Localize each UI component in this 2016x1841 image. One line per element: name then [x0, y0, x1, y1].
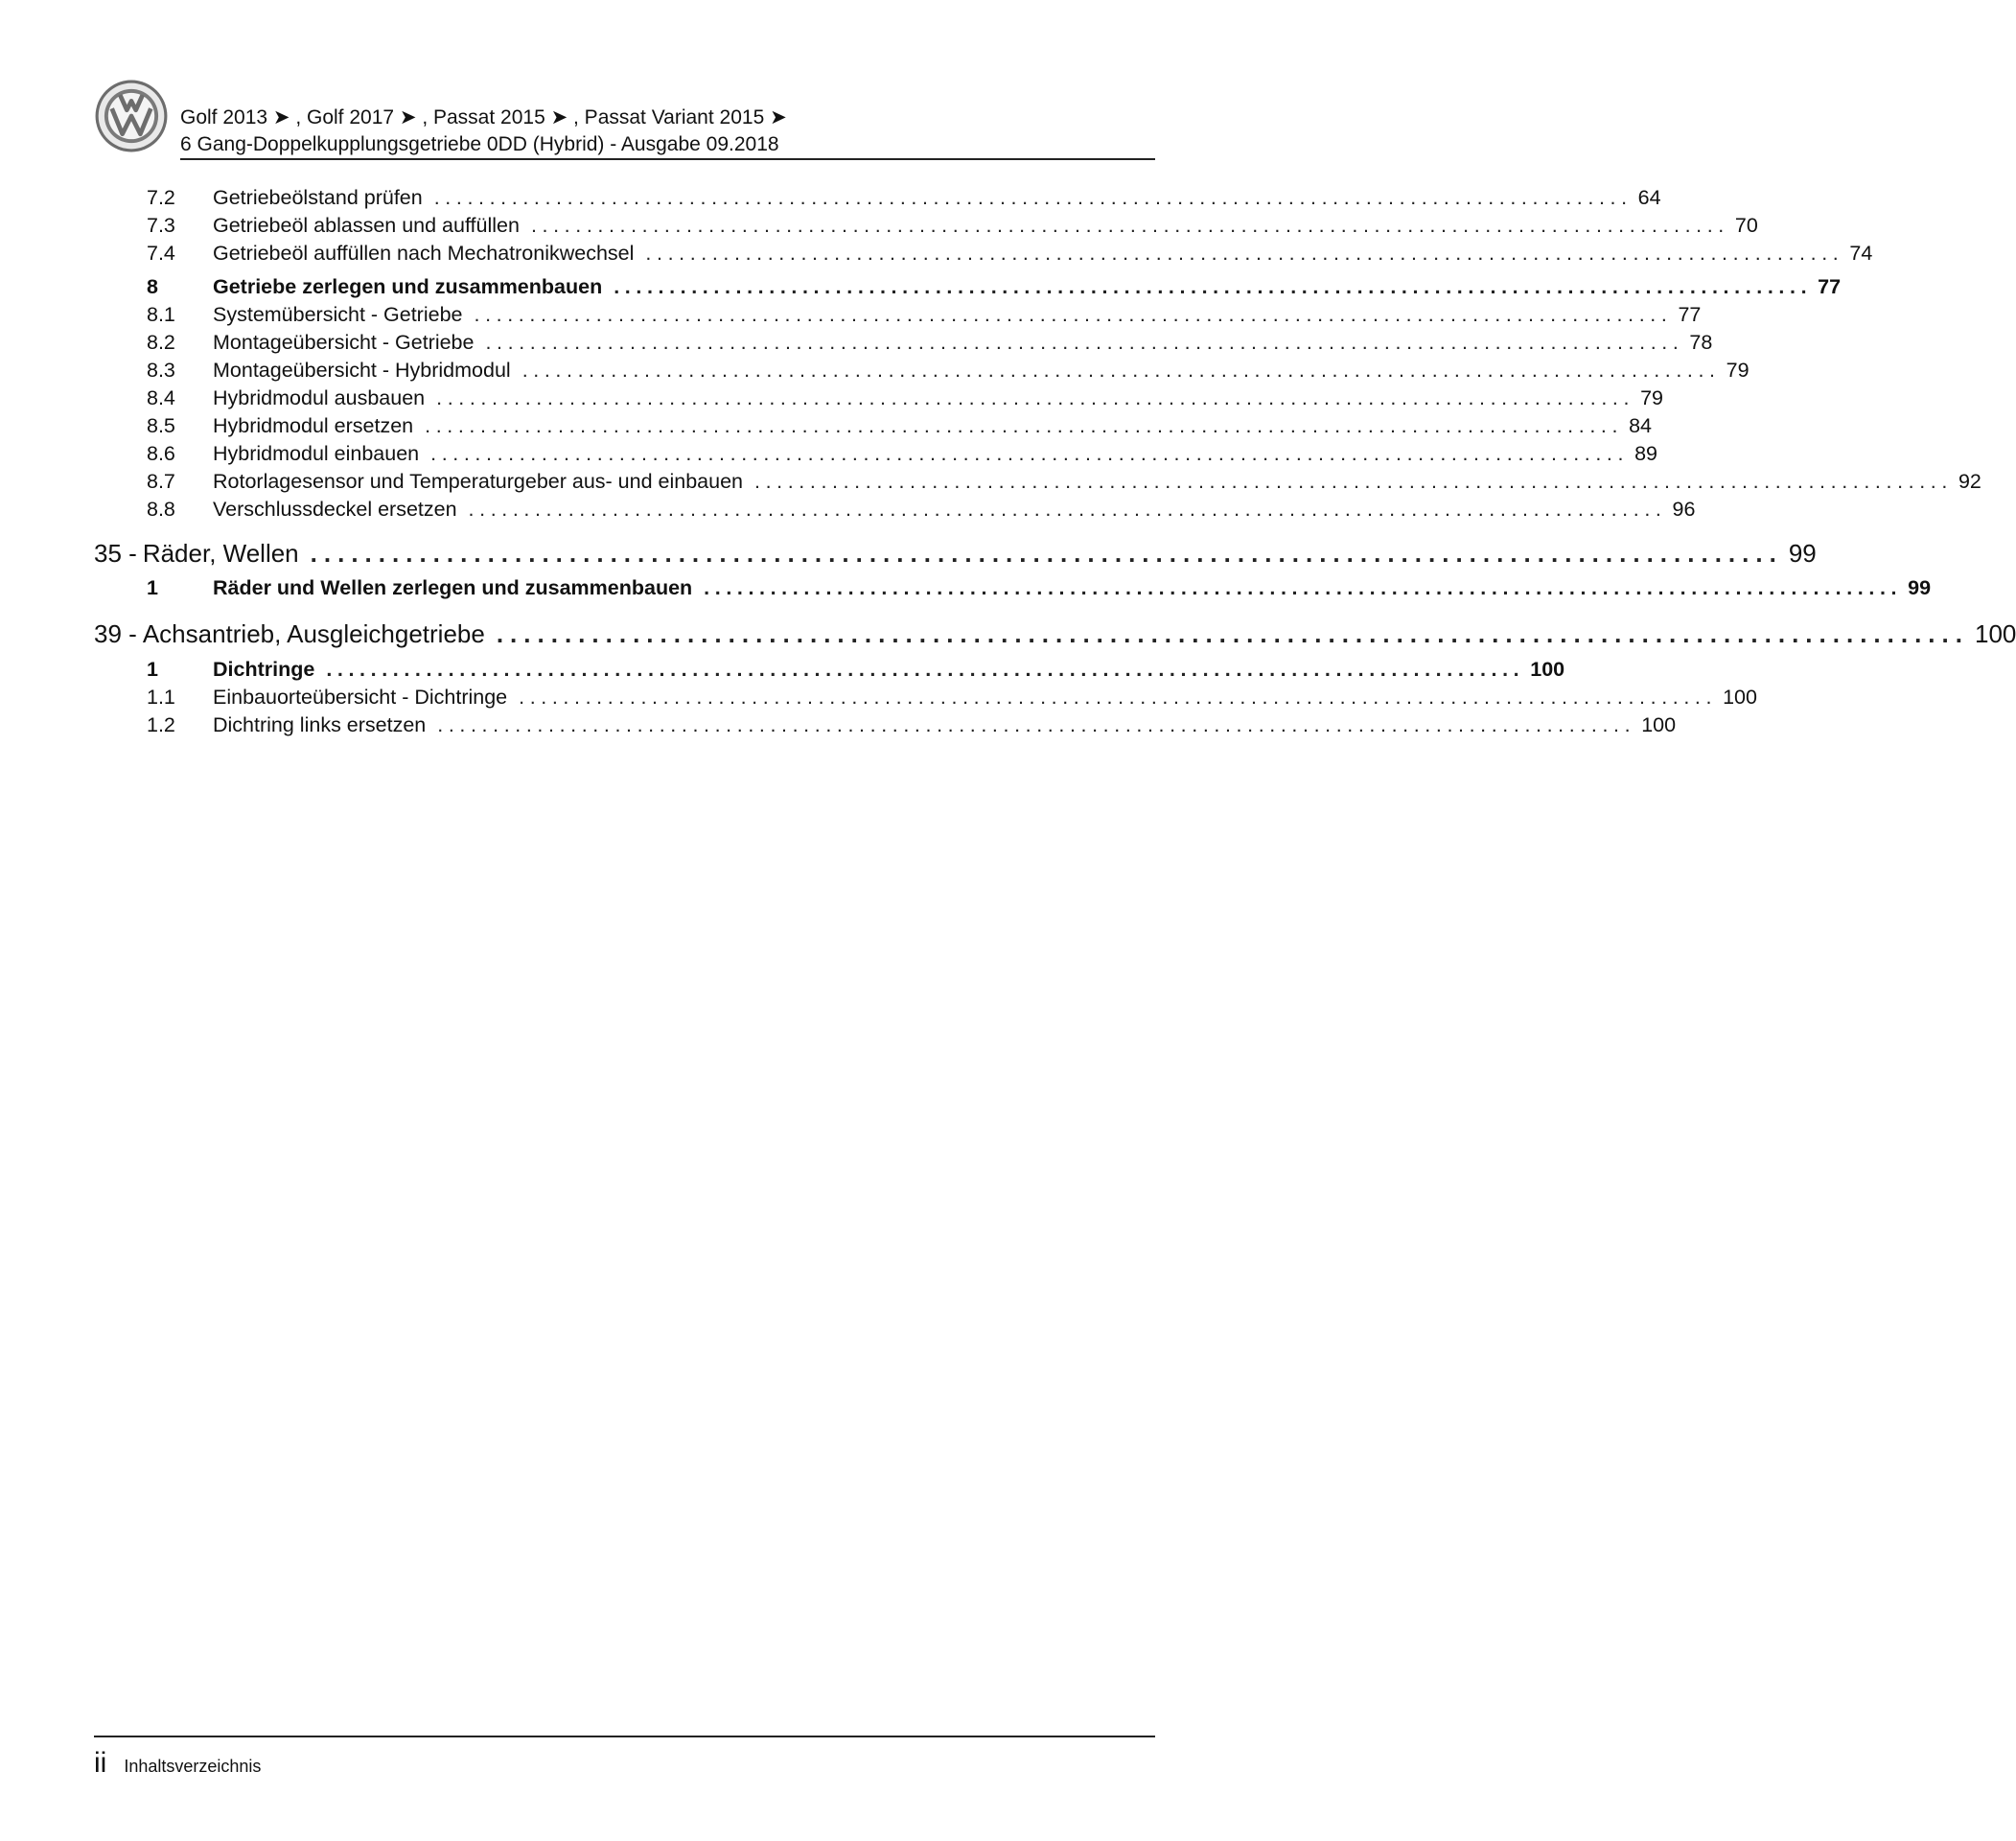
toc-title: Hybridmodul einbauen: [213, 442, 420, 465]
toc-chapter-entry[interactable]: [94, 539, 1817, 569]
toc-page: 100: [1974, 619, 2016, 648]
toc-number: 1: [147, 576, 158, 599]
toc-number: 1.1: [147, 686, 175, 709]
toc-page: 100: [1530, 658, 1565, 681]
toc-leader: ............................................................................................................: [704, 576, 1903, 599]
toc-title: Systemübersicht - Getriebe: [213, 303, 463, 326]
toc-leader: ............................................................................................................: [437, 713, 1636, 736]
toc-title: Montageübersicht - Getriebe: [213, 331, 475, 354]
toc-page: 84: [1629, 414, 1652, 437]
toc-entry[interactable]: [94, 186, 1661, 210]
toc-entry[interactable]: [94, 303, 1702, 327]
toc-leader: ............................................................................................................: [519, 686, 1718, 709]
toc-entry[interactable]: [94, 442, 1657, 466]
page-number: ii: [94, 1747, 107, 1779]
toc-leader: ............................................................................................................: [485, 331, 1684, 354]
toc-number: 1.2: [147, 713, 175, 736]
toc-entry[interactable]: [94, 386, 1663, 410]
toc-section-entry[interactable]: [94, 658, 1565, 682]
toc-entry[interactable]: [94, 331, 1713, 355]
toc-number: 1: [147, 658, 158, 681]
toc-page: 99: [1908, 576, 1932, 599]
toc-number: 7.4: [147, 242, 175, 265]
toc-title: Einbauorteübersicht - Dichtringe: [213, 686, 508, 709]
toc-number: 8: [147, 275, 158, 298]
toc-leader: ............................................................................................................: [425, 414, 1624, 437]
toc-page: 96: [1672, 498, 1696, 521]
footer-divider: [94, 1736, 1155, 1737]
toc-chapter-title: Räder, Wellen: [142, 539, 299, 568]
toc-title: Getriebeöl ablassen und auffüllen: [213, 214, 520, 237]
page-footer: [94, 1747, 261, 1780]
toc-leader: ............................................................................................................: [530, 214, 1729, 237]
toc-entry[interactable]: [94, 359, 1750, 383]
toc-leader: ............................................................................................................: [496, 619, 1969, 648]
toc-leader: ............................................................................................................: [468, 498, 1667, 521]
toc-page: 79: [1726, 359, 1750, 382]
toc-page: 77: [1678, 303, 1702, 326]
toc-entry[interactable]: [94, 242, 1873, 266]
toc-number: 8.3: [147, 359, 175, 382]
toc-leader: ............................................................................................................: [754, 470, 1953, 493]
toc-page: 78: [1689, 331, 1713, 354]
toc-section-entry[interactable]: [94, 576, 1932, 600]
toc-title: Getriebe zerlegen und zusammenbauen: [213, 275, 603, 298]
toc-number: 7.2: [147, 186, 175, 209]
toc-page: 100: [1641, 713, 1677, 736]
vw-logo: [94, 79, 169, 153]
toc-leader: ............................................................................................................: [521, 359, 1721, 382]
toc-leader: ............................................................................................................: [326, 658, 1525, 681]
toc-title: Getriebeöl auffüllen nach Mechatronikwechsel: [213, 242, 635, 265]
header-subtitle: 6 Gang-Doppelkupplungsgetriebe 0DD (Hybrid) - Ausgabe 09.2018: [180, 133, 779, 155]
header-models: Golf 2013 ➤ , Golf 2017 ➤ , Passat 2015 ➤ , Passat Variant 2015 ➤: [180, 106, 787, 128]
toc-title: Montageübersicht - Hybridmodul: [213, 359, 511, 382]
toc-page: 92: [1958, 470, 1981, 493]
toc-chapter-title: Achsantrieb, Ausgleichgetriebe: [142, 619, 485, 648]
toc-leader: ............................................................................................................: [436, 386, 1635, 409]
toc-entry[interactable]: [94, 214, 1758, 238]
toc-leader: ............................................................................................................: [614, 275, 1813, 298]
toc-page: 99: [1788, 539, 1817, 568]
toc-number: 8.4: [147, 386, 175, 409]
header-divider: [180, 158, 1155, 160]
toc-chapter-number: 35 -: [94, 539, 137, 568]
toc-leader: ............................................................................................................: [645, 242, 1844, 265]
toc-title: Rotorlagesensor und Temperaturgeber aus- und einbauen: [213, 470, 744, 493]
toc-leader: ............................................................................................................: [474, 303, 1673, 326]
toc-page: 74: [1849, 242, 1873, 265]
toc-page: 79: [1640, 386, 1663, 409]
footer-section-label: Inhaltsverzeichnis: [124, 1757, 262, 1776]
toc-title: Hybridmodul ausbauen: [213, 386, 426, 409]
document-header: [180, 105, 787, 158]
toc-page: 100: [1723, 686, 1757, 709]
toc-title: Dichtringe: [213, 658, 315, 681]
toc-entry[interactable]: [94, 414, 1652, 438]
toc-page: 89: [1634, 442, 1657, 465]
toc-page: 70: [1734, 214, 1758, 237]
toc-title: Räder und Wellen zerlegen und zusammenbauen: [213, 576, 693, 599]
toc-number: 8.2: [147, 331, 175, 354]
toc-number: 8.7: [147, 470, 175, 493]
toc-number: 8.5: [147, 414, 175, 437]
toc-title: Hybridmodul ersetzen: [213, 414, 414, 437]
toc-chapter-entry[interactable]: [94, 619, 2016, 649]
toc-number: 8.1: [147, 303, 175, 326]
toc-title: Verschlussdeckel ersetzen: [213, 498, 457, 521]
toc-leader: ............................................................................................................: [433, 186, 1633, 209]
toc-page: 77: [1818, 275, 1842, 298]
toc-leader: ............................................................................................................: [430, 442, 1630, 465]
toc-number: 8.8: [147, 498, 175, 521]
toc-section-entry[interactable]: [94, 275, 1842, 299]
toc-number: 8.6: [147, 442, 175, 465]
toc-entry[interactable]: [94, 498, 1696, 522]
toc-entry[interactable]: [94, 470, 1981, 494]
toc-title: Getriebeölstand prüfen: [213, 186, 423, 209]
toc-chapter-number: 39 -: [94, 619, 137, 648]
toc-number: 7.3: [147, 214, 175, 237]
toc-page: 64: [1637, 186, 1661, 209]
toc-title: Dichtring links ersetzen: [213, 713, 427, 736]
toc-leader: ............................................................................................................: [310, 539, 1783, 568]
toc-entry[interactable]: [94, 713, 1677, 737]
toc-entry[interactable]: [94, 686, 1757, 710]
